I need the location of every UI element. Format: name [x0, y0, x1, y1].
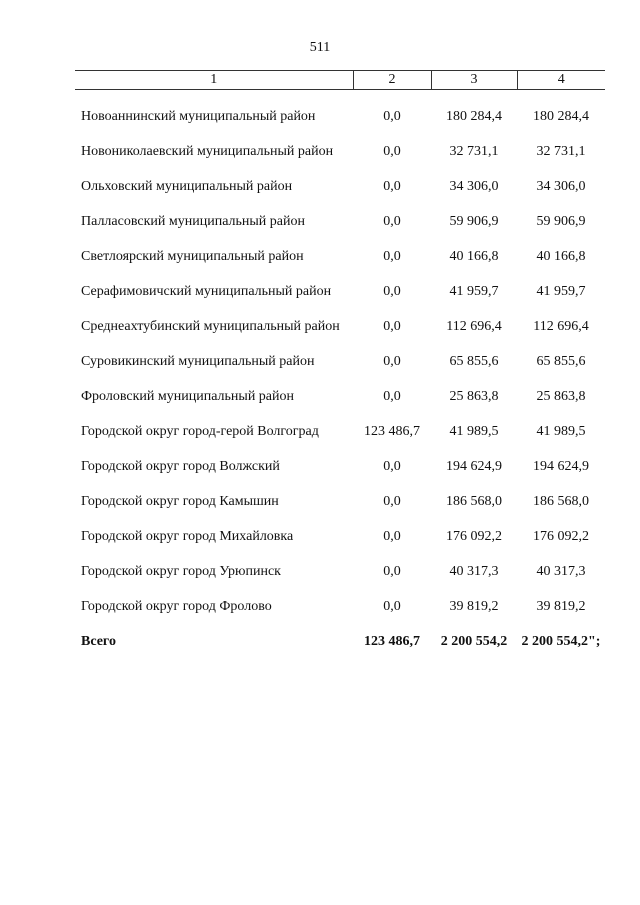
- table-row: [75, 598, 605, 633]
- value-col-4: 39 819,2: [536, 599, 586, 614]
- value-col-4: 180 284,4: [533, 109, 589, 124]
- municipality-name: Городской округ город Камышин: [81, 494, 279, 509]
- value-col-4: 34 306,0: [536, 179, 586, 194]
- value-col-4: 112 696,4: [533, 319, 589, 334]
- table-row: [75, 458, 605, 493]
- value-col-3: 39 819,2: [449, 599, 499, 614]
- total-col-4: 2 200 554,2";: [521, 634, 601, 649]
- budget-table: [75, 70, 605, 668]
- value-col-2: 0,0: [383, 214, 401, 229]
- table-body: [75, 90, 605, 669]
- value-col-3: 34 306,0: [449, 179, 499, 194]
- value-col-2: 0,0: [383, 354, 401, 369]
- table-row: [75, 248, 605, 283]
- value-col-2: 0,0: [383, 319, 401, 334]
- table-row: [75, 563, 605, 598]
- value-col-3: 112 696,4: [446, 319, 502, 334]
- municipality-name: Палласовский муниципальный район: [81, 214, 305, 229]
- value-col-3: 65 855,6: [449, 354, 499, 369]
- table-row: [75, 178, 605, 213]
- municipality-name: Городской округ город Урюпинск: [81, 564, 281, 579]
- table-row: [75, 318, 605, 353]
- municipality-name: Городской округ город-герой Волгоград: [81, 424, 319, 439]
- value-col-3: 186 568,0: [446, 494, 502, 509]
- municipality-name: Суровикинский муниципальный район: [81, 354, 315, 369]
- total-row: [75, 633, 605, 668]
- municipality-name: Серафимовичский муниципальный район: [81, 284, 332, 299]
- header-row: [75, 71, 605, 90]
- value-col-4: 65 855,6: [536, 354, 586, 369]
- municipality-name: Ольховский муниципальный район: [81, 179, 293, 194]
- value-col-4: 194 624,9: [533, 459, 589, 474]
- value-col-3: 40 317,3: [449, 564, 499, 579]
- total-col-3: 2 200 554,2: [440, 634, 508, 649]
- value-col-2: 0,0: [383, 494, 401, 509]
- value-col-2: 0,0: [383, 529, 401, 544]
- table-row: [75, 283, 605, 318]
- table-row: [75, 423, 605, 458]
- value-col-2: 0,0: [383, 109, 401, 124]
- header-spacer: [75, 90, 605, 109]
- value-col-3: 59 906,9: [449, 214, 499, 229]
- value-col-3: 41 989,5: [449, 424, 499, 439]
- value-col-4: 186 568,0: [533, 494, 589, 509]
- value-col-2: 123 486,7: [364, 424, 420, 439]
- table-row: [75, 213, 605, 248]
- value-col-2: 0,0: [383, 564, 401, 579]
- value-col-4: 41 989,5: [536, 424, 586, 439]
- value-col-4: 40 317,3: [536, 564, 586, 579]
- municipality-name: Среднеахтубинский муниципальный район: [81, 319, 340, 334]
- table-row: [75, 528, 605, 563]
- municipality-name: Новоаннинский муниципальный район: [81, 109, 316, 124]
- total-label: Всего: [81, 634, 116, 649]
- value-col-2: 0,0: [383, 144, 401, 159]
- value-col-2: 0,0: [383, 179, 401, 194]
- value-col-3: 32 731,1: [449, 144, 499, 159]
- value-col-4: 32 731,1: [536, 144, 586, 159]
- municipality-name: Городской округ город Михайловка: [81, 529, 294, 544]
- municipality-name: Фроловский муниципальный район: [81, 389, 295, 404]
- value-col-2: 0,0: [383, 249, 401, 264]
- value-col-3: 194 624,9: [446, 459, 502, 474]
- municipality-name: Светлоярский муниципальный район: [81, 249, 304, 264]
- column-header-3: 3: [431, 71, 517, 90]
- table-row: [75, 143, 605, 178]
- value-col-3: 180 284,4: [446, 109, 502, 124]
- value-col-3: 41 959,7: [449, 284, 499, 299]
- value-col-4: 59 906,9: [536, 214, 586, 229]
- column-header-1: 1: [75, 71, 353, 90]
- value-col-2: 0,0: [383, 389, 401, 404]
- value-col-2: 0,0: [383, 284, 401, 299]
- column-header-4: 4: [517, 71, 605, 90]
- value-col-3: 176 092,2: [446, 529, 502, 544]
- municipality-name: Городской округ город Фролово: [81, 599, 272, 614]
- column-header-2: 2: [353, 71, 431, 90]
- value-col-2: 0,0: [383, 459, 401, 474]
- municipality-name: Городской округ город Волжский: [81, 459, 280, 474]
- value-col-4: 41 959,7: [536, 284, 586, 299]
- table-row: [75, 388, 605, 423]
- table-row: [75, 353, 605, 388]
- value-col-2: 0,0: [383, 599, 401, 614]
- table-row: [75, 108, 605, 143]
- value-col-4: 25 863,8: [536, 389, 586, 404]
- municipality-name: Новониколаевский муниципальный район: [81, 144, 334, 159]
- value-col-3: 25 863,8: [449, 389, 499, 404]
- total-col-2: 123 486,7: [364, 634, 420, 649]
- page-number: 511: [309, 40, 331, 55]
- value-col-3: 40 166,8: [449, 249, 499, 264]
- value-col-4: 176 092,2: [533, 529, 589, 544]
- value-col-4: 40 166,8: [536, 249, 586, 264]
- table-row: [75, 493, 605, 528]
